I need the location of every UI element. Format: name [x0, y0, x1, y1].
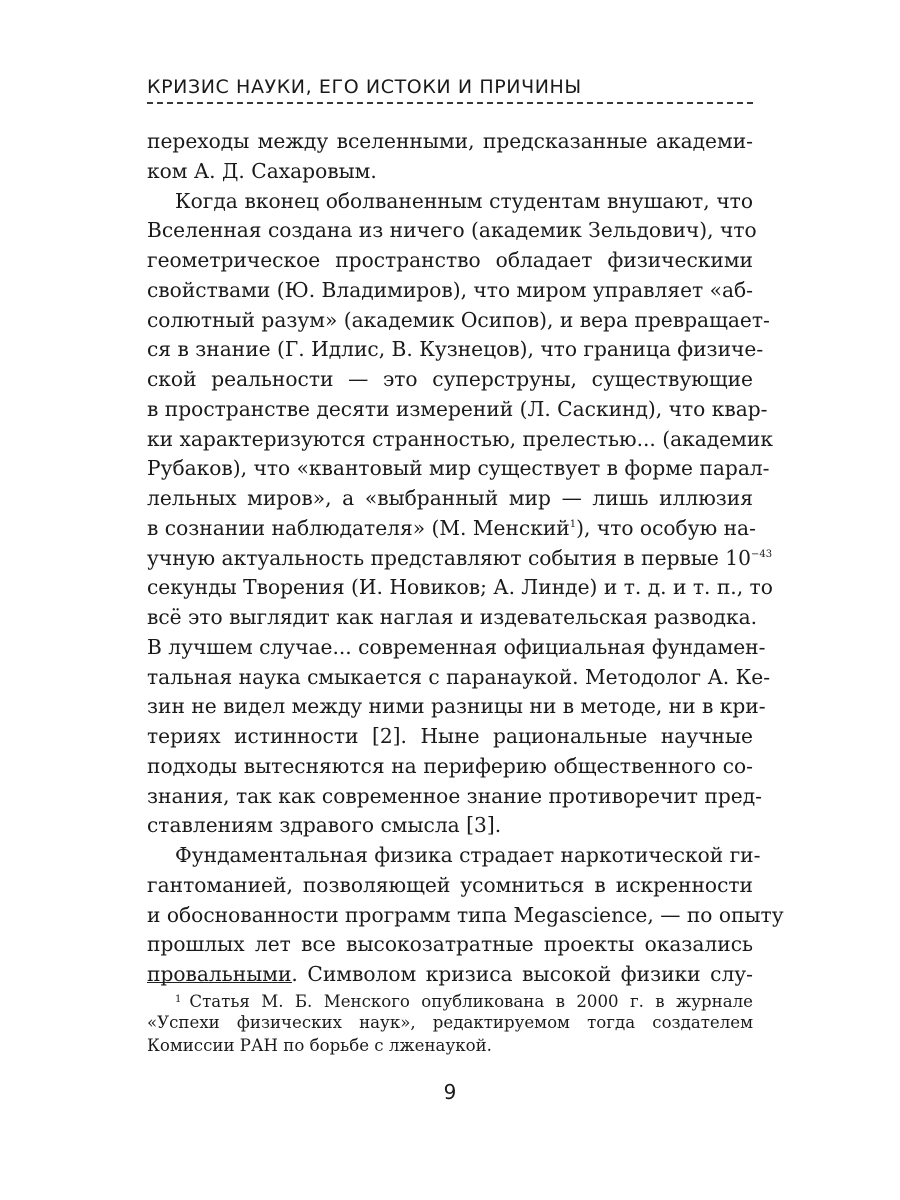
text-line: и обоснованности программ типа Megascience, — по опыту — [147, 902, 784, 927]
footnote-text: Статья М. Б. Менского опубликована в 2000 г. в журнале — [189, 992, 753, 1011]
text-line: переходы между вселенными, предсказанные академи- — [147, 129, 753, 153]
text-line: ставлениям здравого смысла [3]. — [147, 813, 502, 838]
footnote-line: «Успехи физических наук», редактируемом тогда создателем — [147, 1013, 753, 1032]
footnote-marker: 1 — [175, 994, 182, 1005]
text-line: ской реальности — это суперструны, существующие — [147, 367, 753, 391]
exponent: −43 — [751, 548, 773, 560]
text-line: солютный разум» (академик Осипов), и вера превращает- — [147, 307, 770, 332]
text-line: ки характеризуются странностью, прелестью... (академик — [147, 426, 773, 451]
footnote-divider — [147, 982, 292, 983]
text-line: геометрическое пространство обладает физическими — [147, 248, 753, 272]
text-line: зин не видел между ними разницы ни в методе, ни в кри- — [147, 694, 766, 719]
footnote-line — [147, 988, 753, 1011]
text-line-with-footnote-ref — [147, 514, 756, 544]
page-number: 9 — [443, 1080, 457, 1104]
text-line: прошлых лет все высокозатратные проекты оказались — [147, 932, 753, 957]
body-text — [147, 127, 784, 990]
running-head: КРИЗИС НАУКИ, ЕГО ИСТОКИ И ПРИЧИНЫ — [147, 76, 582, 98]
text-line: подходы вытесняются на периферию общественного со- — [147, 753, 753, 778]
text-fragment: в сознании наблюдателя» (М. Менский — [147, 515, 570, 540]
text-line: знания, так как современное знание противоречит пред- — [147, 783, 762, 808]
footnote-line: Комиссии РАН по борьбе с лженаукой. — [147, 1036, 492, 1055]
text-line: Вселенная создана из ничего (академик Зельдович), что — [147, 218, 757, 243]
text-line: ся в знание (Г. Идлис, В. Кузнецов), что граница физиче- — [147, 337, 764, 362]
text-line: Рубаков), что «квантовый мир существует в форме парал- — [147, 456, 770, 481]
footnote-reference[interactable]: 1 — [569, 518, 577, 530]
paragraph-start-line: Когда вконец оболваненным студентам внушают, что — [175, 188, 753, 213]
text-line: в пространстве десяти измерений (Л. Саскинд), что квар- — [147, 396, 768, 421]
text-fragment: ), что особую на- — [576, 515, 756, 540]
text-line: свойствами (Ю. Владимиров), что миром управляет «аб- — [147, 277, 753, 302]
text-line: териях истинности [2]. Ныне рациональные научные — [147, 724, 753, 748]
text-line: гантоманией, позволяющей усомниться в искренности — [147, 872, 753, 897]
text-line: ком А. Д. Сахаровым. — [147, 158, 377, 183]
footnote — [147, 988, 753, 1057]
text-line: лельных миров», а «выбранный мир — лишь иллюзия — [147, 486, 753, 510]
text-line: провальными. Символом кризиса высокой физики слу- — [147, 962, 753, 986]
page-header — [147, 72, 753, 104]
text-line: В лучшем случае... современная официальная фундамен- — [147, 634, 766, 659]
text-line: тальная наука смыкается с паранаукой. Методолог А. Ке- — [147, 664, 771, 689]
text-line: всё это выглядит как наглая и издевательская разводка. — [147, 605, 758, 629]
text-fragment: учную актуальность представляют события в первые 10 — [147, 545, 751, 570]
paragraph-start-line: Фундаментальная физика страдает наркотической ги- — [175, 843, 761, 867]
text-line: секунды Творения (И. Новиков; А. Линде) и т. д. и т. п., то — [147, 575, 773, 600]
text-line-with-exponent — [147, 544, 773, 574]
